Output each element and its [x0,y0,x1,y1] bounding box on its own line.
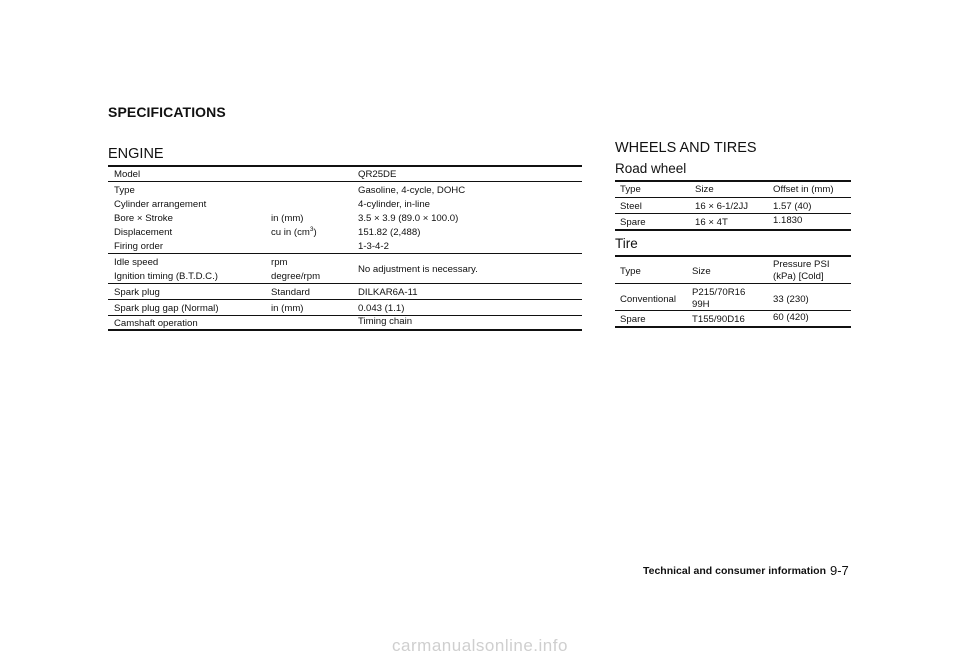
merged-value: No adjustment is necessary. [358,264,478,275]
row-label: Spark plug [114,287,160,298]
row-divider [108,315,582,316]
row-value: 151.82 (2,488) [358,227,421,238]
cell-type: Steel [620,201,642,212]
row-divider [108,181,582,182]
cell-size: T155/90D16 [692,314,745,325]
cell-offset: 1.1830 [773,215,803,226]
road-wheel-top-rule [615,180,851,182]
page-number: 9-7 [830,563,849,578]
row-label: Ignition timing (B.T.D.C.) [114,271,218,282]
row-label: Firing order [114,241,164,252]
unit-text: cu in (cm [271,227,310,238]
page-title: SPECIFICATIONS [108,104,226,120]
column-header: Size [695,184,714,195]
row-label: Spark plug gap (Normal) [114,303,219,314]
cell-pressure: 33 (230) [773,294,809,305]
row-unit: in (mm) [271,213,304,224]
cell-size: 99H [692,299,710,310]
row-value: 1-3-4-2 [358,241,389,252]
cell-size: 16 × 4T [695,217,728,228]
row-divider [615,197,851,198]
row-divider [615,310,851,311]
road-wheel-heading: Road wheel [615,161,687,176]
row-label: Cylinder arrangement [114,199,207,210]
row-divider [108,299,582,300]
row-label: Displacement [114,227,173,238]
cell-type: Spare [620,314,646,325]
unit-superscript: 3 [309,225,314,233]
engine-model-label: Model [114,169,141,180]
row-divider [615,283,851,284]
cell-size: 16 × 6-1/2JJ [695,201,749,212]
cell-pressure: 60 (420) [773,312,809,323]
engine-heading: ENGINE [108,146,164,162]
row-value: Gasoline, 4-cycle, DOHC [358,185,466,196]
row-divider [108,283,582,284]
wheels-heading: WHEELS AND TIRES [615,140,757,156]
row-value: 0.043 (1.1) [358,303,405,314]
row-divider [108,253,582,254]
column-header: Size [692,266,711,277]
footer-section-label: Technical and consumer information [642,565,826,577]
row-value: DILKAR6A-11 [358,287,418,298]
tire-heading: Tire [615,236,638,251]
engine-model-value: QR25DE [358,169,397,180]
engine-top-rule [108,165,582,167]
engine-table [108,168,582,330]
row-value: 3.5 × 3.9 (89.0 × 100.0) [358,213,459,224]
row-label: Bore × Stroke [114,213,173,224]
row-unit: rpm [271,257,288,268]
cell-offset: 1.57 (40) [773,201,812,212]
cell-type: Spare [620,217,646,228]
row-divider [615,213,851,214]
column-header: (kPa) [Cold] [773,271,824,282]
tire-top-rule [615,255,851,257]
row-unit [271,226,317,239]
row-unit: degree/rpm [271,271,321,282]
row-unit: Standard [271,287,310,298]
column-header: Pressure PSI [773,259,830,270]
cell-type: Conventional [620,294,677,305]
unit-text: ) [313,227,317,238]
tire-table [615,258,851,328]
road-wheel-table [615,183,851,231]
column-header: Type [620,184,641,195]
watermark: carmanualsonline.info [392,636,568,655]
row-value: 4-cylinder, in-line [358,199,430,210]
row-label: Type [114,185,135,196]
column-header: Type [620,266,641,277]
column-header: Offset in (mm) [773,184,834,195]
road-wheel-bottom-rule [615,229,851,231]
row-value: Timing chain [358,316,413,327]
row-unit: in (mm) [271,303,304,314]
engine-bottom-rule [108,329,582,331]
row-label: Idle speed [114,257,159,268]
cell-size: P215/70R16 [692,287,746,298]
row-label: Camshaft operation [114,318,198,329]
tire-bottom-rule [615,326,851,328]
